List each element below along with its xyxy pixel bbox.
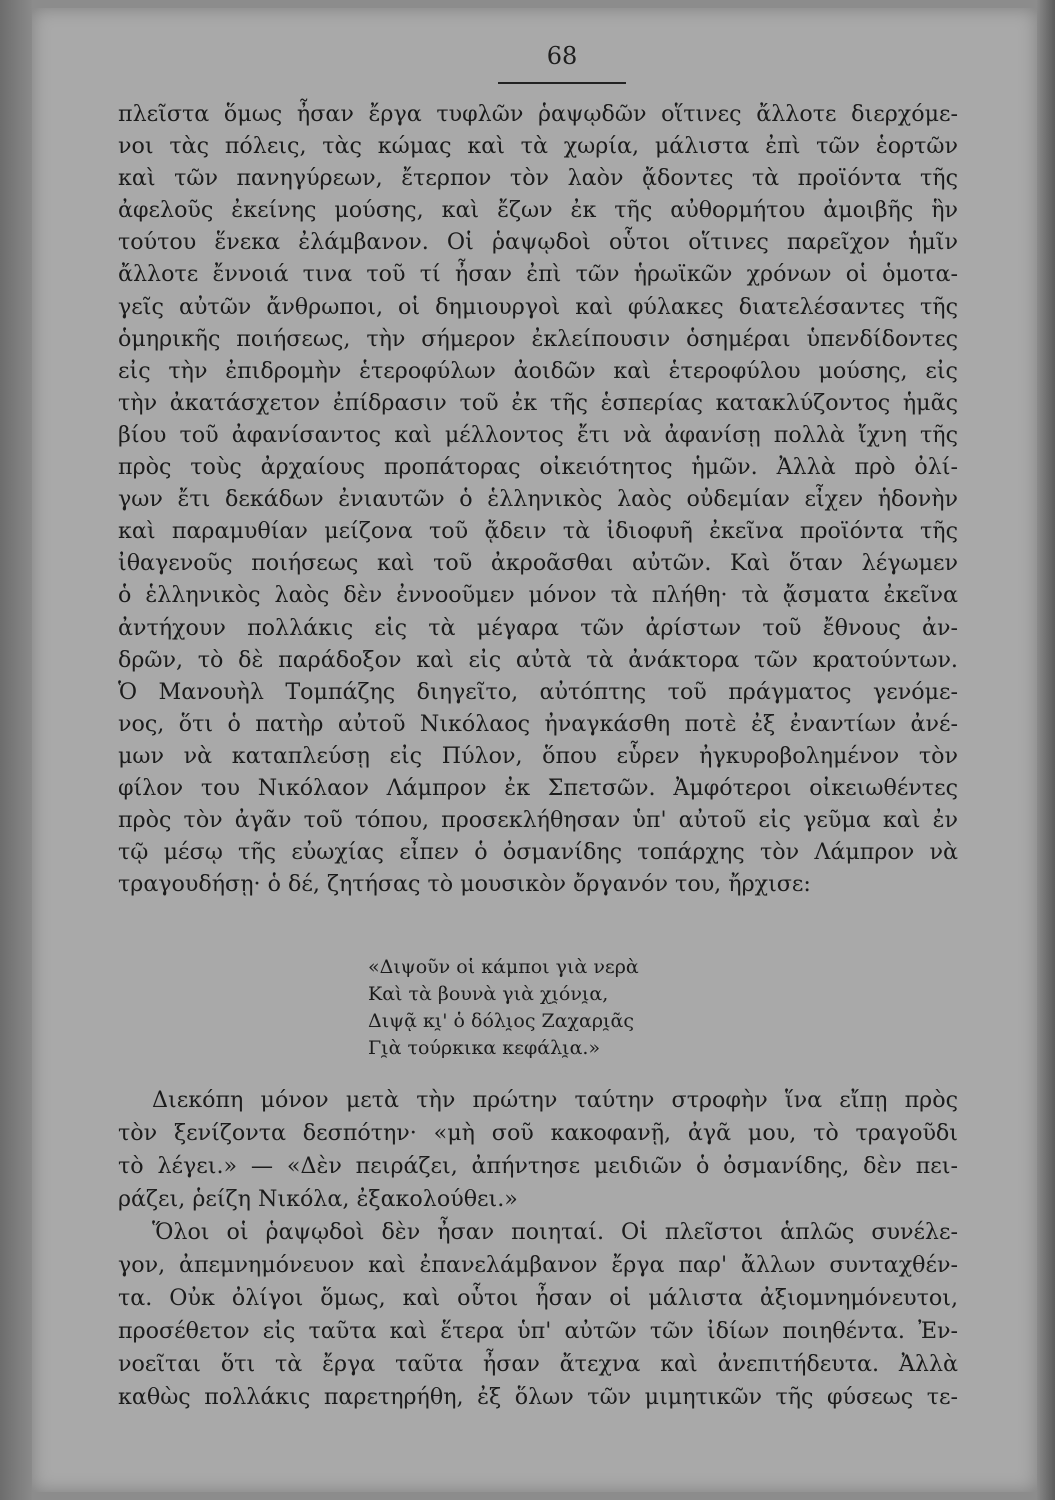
paragraph-2-3: [118, 1084, 958, 1414]
text-line: εἰς τὴν ἐπιδρομὴν ἑτεροφύλων ἀοιδῶν καὶ ἑτεροφύλου μούσης, εἰς: [118, 357, 958, 384]
text-line: Ὁ Μανουὴλ Τομπάζης διηγεῖτο, αὐτόπτης τοῦ πράγματος γενόμε-: [118, 678, 958, 705]
text-line: τὸ λέγει.» — «Δὲν πειράζει, ἀπήντησε μειδιῶν ὁ ὀσμανίδης, δὲν πει-: [118, 1153, 958, 1179]
text-line: πρὸς τοὺς ἀρχαίους προπάτορας οἰκειότητος ἡμῶν. Ἀλλὰ πρὸ ὀλί-: [118, 454, 958, 481]
verse-line: Καὶ τὰ βουνὰ γιὰ χι̯όνι̯α,: [368, 983, 609, 1005]
text-line: πλεῖστα ὅμως ἦσαν ἔργα τυφλῶν ῥαψῳδῶν οἵτινες ἄλλοτε διερχόμε-: [118, 101, 958, 127]
text-line: τῷ μέσῳ τῆς εὐωχίας εἶπεν ὁ ὀσμανίδης τοπάρχης τὸν Λάμπρον νὰ: [118, 839, 958, 866]
text-line: ὁ ἑλληνικὸς λαὸς δὲν ἐννοοῦμεν μόνον τὰ πλήθη· τὰ ᾄσματα ἐκεῖνα: [118, 582, 958, 609]
text-line: πρὸς τὸν ἀγᾶν τοῦ τόπου, προσεκλήθησαν ὑπ' αὐτοῦ εἰς γεῦμα καὶ ἐν: [118, 807, 958, 834]
verse-line: Διψᾷ κι̯' ὁ δόλι̯ος Ζαχαρι̯ᾶς: [368, 1010, 634, 1032]
verse-line: Γι̯ὰ τούρκικα κεφάλι̯α.»: [368, 1037, 601, 1059]
book-spine-shadow: [0, 0, 32, 1500]
text-line: γον, ἀπεμνημόνευον καὶ ἐπανελάμβανον ἔργα παρ' ἄλλων συνταχθέν-: [118, 1252, 958, 1278]
text-line: νοι τὰς πόλεις, τὰς κώμας καὶ τὰ χωρία, μάλιστα ἐπὶ τῶν ἑορτῶν: [118, 133, 958, 160]
text-line: ἄλλοτε ἔννοιά τινα τοῦ τί ἦσαν ἐπὶ τῶν ἡρωϊκῶν χρόνων οἱ ὁμοτα-: [118, 261, 958, 288]
text-line: προσέθετον εἰς ταῦτα καὶ ἕτερα ὑπ' αὐτῶν τῶν ἰδίων ποιηθέντα. Ἐν-: [118, 1318, 958, 1344]
text-line: τραγουδήσῃ· ὁ δέ, ζητήσας τὸ μουσικὸν ὄργανόν του, ἤρχισε:: [118, 871, 811, 898]
page-number: 68: [546, 42, 578, 70]
text-line: τα. Οὐκ ὀλίγοι ὅμως, καὶ οὗτοι ἦσαν οἱ μάλιστα ἀξιομνημόνευτοι,: [118, 1285, 958, 1311]
text-line: ἰθαγενοῦς ποιήσεως καὶ τοῦ ἀκροᾶσθαι αὐτῶν. Καὶ ὅταν λέγωμεν: [118, 550, 958, 577]
text-line: καθὼς πολλάκις παρετηρήθη, ἐξ ὅλων τῶν μιμητικῶν τῆς φύσεως τε-: [118, 1384, 958, 1410]
text-line: δρῶν, τὸ δὲ παράδοξον καὶ εἰς αὐτὰ τὰ ἀνάκτορα τῶν κρατούντων.: [118, 646, 958, 673]
text-line: γων ἔτι δεκάδων ἐνιαυτῶν ὁ ἑλληνικὸς λαὸς οὐδεμίαν εἶχεν ἡδονὴν: [118, 486, 958, 513]
text-line: φίλον του Νικόλαον Λάμπρον ἐκ Σπετσῶν. Ἀμφότεροι οἰκειωθέντες: [118, 774, 958, 801]
text-line: ὁμηρικῆς ποιήσεως, τὴν σήμερον ἐκλείπουσιν ὁσημέραι ὑπενδίδοντες: [118, 325, 958, 352]
header-rule: [498, 82, 626, 84]
text-line: ράζει, ῥείζη Νικόλα, ἐξακολούθει.»: [118, 1186, 518, 1212]
text-line: μων νὰ καταπλεύσῃ εἰς Πύλον, ὅπου εὗρεν ἠγκυροβολημένον τὸν: [118, 742, 958, 769]
text-line: γεῖς αὐτῶν ἄνθρωποι, οἱ δημιουργοὶ καὶ φύλακες διατελέσαντες τῆς: [118, 293, 958, 320]
text-line: ἀντήχουν πολλάκις εἰς τὰ μέγαρα τῶν ἀρίστων τοῦ ἔθνους ἀν-: [118, 614, 958, 641]
verse-line: «Διψοῦν οἱ κάμποι γιὰ νερὰ: [368, 956, 639, 978]
text-line: τὴν ἀκατάσχετον ἐπίδρασιν τοῦ ἐκ τῆς ἑσπερίας κατακλύζοντος ἡμᾶς: [118, 389, 958, 416]
text-line: νοεῖται ὅτι τὰ ἔργα ταῦτα ἦσαν ἄτεχνα καὶ ἀνεπιτήδευτα. Ἀλλὰ: [118, 1351, 958, 1377]
text-line: καὶ παραμυθίαν μείζονα τοῦ ᾄδειν τὰ ἰδιοφυῆ ἐκεῖνα προϊόντα τῆς: [118, 518, 958, 545]
song-verse: [368, 954, 708, 1062]
paragraph-1: [118, 98, 958, 900]
text-line: τούτου ἕνεκα ἐλάμβανον. Οἱ ῥαψῳδοὶ οὗτοι οἵτινες παρεῖχον ἡμῖν: [118, 229, 958, 256]
text-line: ἀφελοῦς ἐκείνης μούσης, καὶ ἔζων ἐκ τῆς αὐθορμήτου ἀμοιβῆς ἣν: [118, 197, 958, 224]
page-edge-shadow: [1037, 0, 1055, 1500]
text-line: Ὅλοι οἱ ῥαψῳδοὶ δὲν ἦσαν ποιηταί. Οἱ πλεῖστοι ἁπλῶς συνέλε-: [152, 1219, 958, 1245]
text-line: νος, ὅτι ὁ πατὴρ αὐτοῦ Νικόλαος ἠναγκάσθη ποτὲ ἐξ ἐναντίων ἀνέ-: [118, 710, 958, 737]
text-line: καὶ τῶν πανηγύρεων, ἔτερπον τὸν λαὸν ᾄδοντες τὰ προϊόντα τῆς: [118, 165, 958, 192]
text-line: τὸν ξενίζοντα δεσπότην· «μὴ σοῦ κακοφανῇ, ἀγᾶ μου, τὸ τραγοῦδι: [118, 1120, 958, 1146]
text-line: Διεκόπη μόνον μετὰ τὴν πρώτην ταύτην στροφὴν ἵνα εἴπῃ πρὸς: [152, 1087, 958, 1113]
text-line: βίου τοῦ ἀφανίσαντος καὶ μέλλοντος ἔτι νὰ ἀφανίσῃ πολλὰ ἴχνη τῆς: [118, 421, 958, 448]
